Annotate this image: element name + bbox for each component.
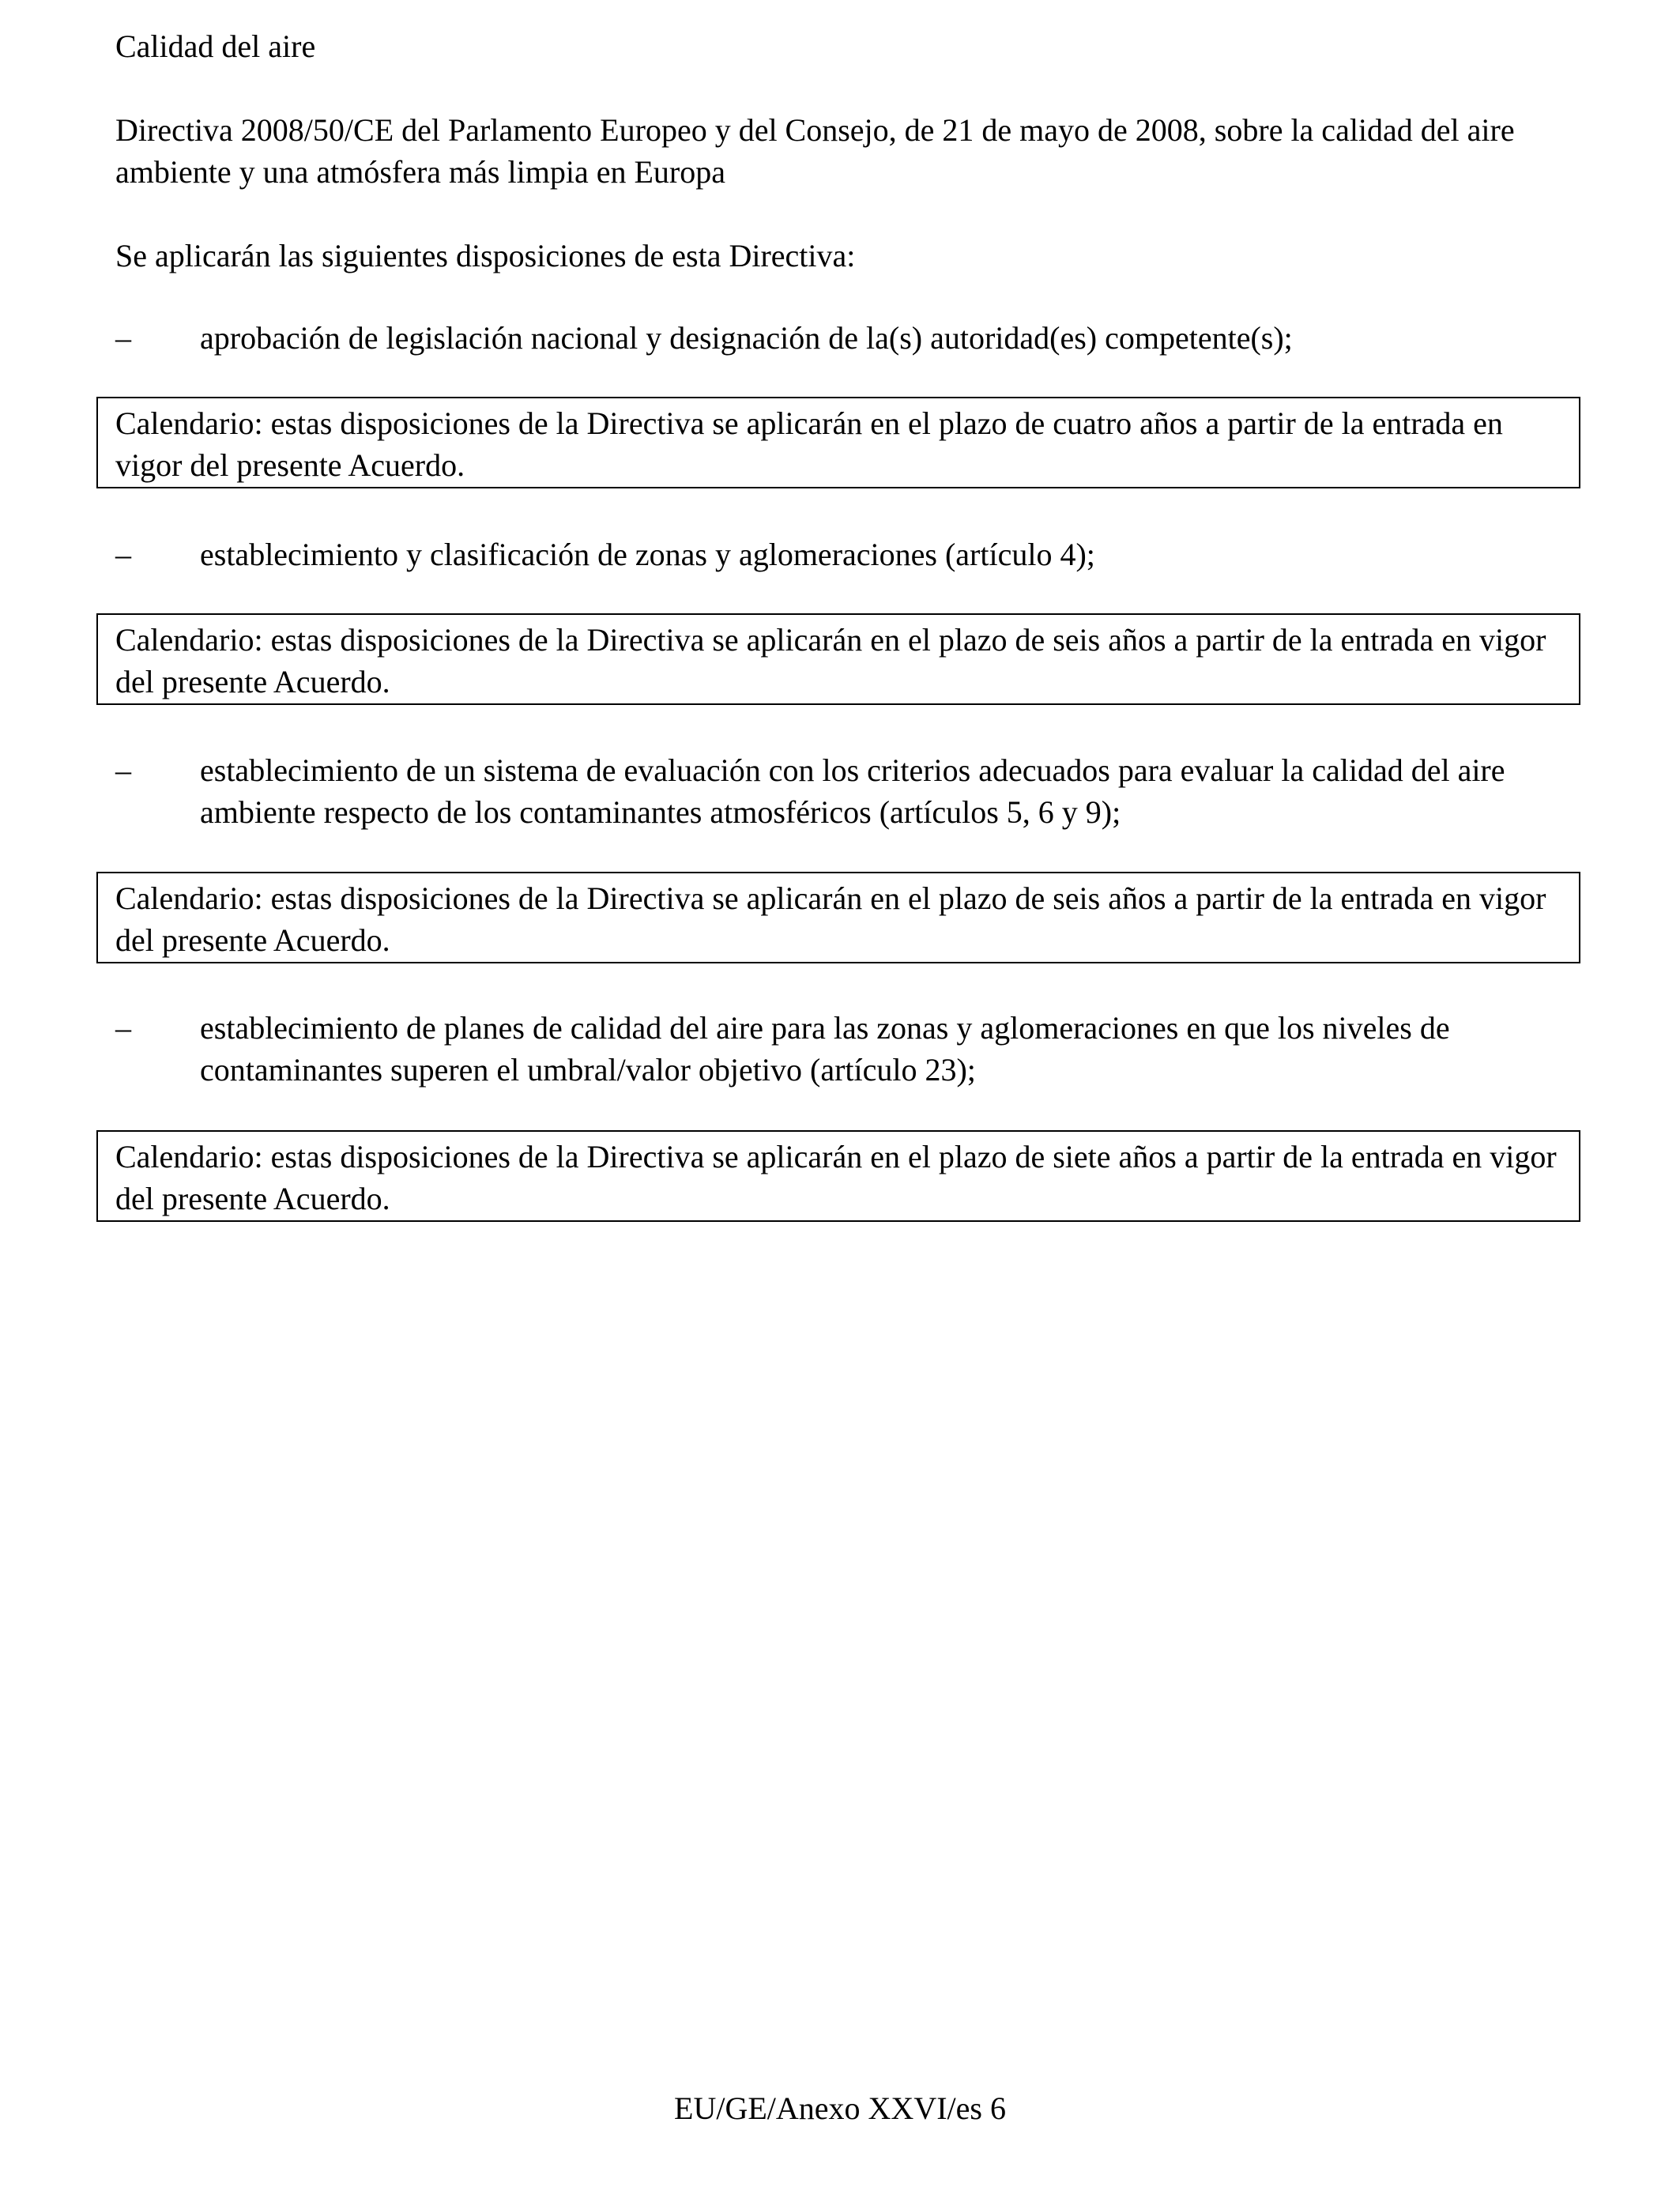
calendar-text: Calendario: estas disposiciones de la Directiva se aplicarán en el plazo de cuatro años a partir de la entrada en vigor del presente Acuerdo.	[115, 405, 1503, 483]
dash-bullet: –	[115, 537, 131, 572]
list-item-text: establecimiento y clasificación de zonas y aglomeraciones (artículo 4);	[200, 537, 1095, 572]
calendar-box	[96, 872, 1580, 963]
calendar-text: Calendario: estas disposiciones de la Directiva se aplicarán en el plazo de seis años a partir de la entrada en vigor del presente Acuerdo.	[115, 622, 1546, 699]
list-item-text: establecimiento de planes de calidad del aire para las zonas y aglomeraciones en que los niveles de contaminantes superen el umbral/valor objetivo (artículo 23);	[200, 1010, 1450, 1088]
dash-bullet: –	[115, 320, 131, 356]
directive-title: Directiva 2008/50/CE del Parlamento Europeo y del Consejo, de 21 de mayo de 2008, sobre la calidad del aire ambiente y una atmósfera más limpia en Europa	[115, 112, 1515, 190]
dash-bullet: –	[115, 1010, 131, 1046]
calendar-box	[96, 397, 1580, 488]
calendar-box	[96, 1130, 1580, 1222]
calendar-text: Calendario: estas disposiciones de la Directiva se aplicarán en el plazo de siete años a partir de la entrada en vigor del presente Acuerdo.	[115, 1139, 1557, 1216]
calendar-box	[96, 613, 1580, 705]
page-footer: EU/GE/Anexo XXVI/es 6	[674, 2090, 1006, 2126]
list-item-text: aprobación de legislación nacional y designación de la(s) autoridad(es) competente(s);	[200, 320, 1293, 356]
list-item-text: establecimiento de un sistema de evaluación con los criterios adecuados para evaluar la calidad del aire ambiente respecto de los contaminantes atmosféricos (artículos 5, 6 y 9);	[200, 752, 1505, 830]
calendar-text: Calendario: estas disposiciones de la Directiva se aplicarán en el plazo de seis años a partir de la entrada en vigor del presente Acuerdo.	[115, 880, 1546, 958]
dash-bullet: –	[115, 752, 131, 788]
intro-paragraph: Se aplicarán las siguientes disposiciones de esta Directiva:	[115, 238, 856, 273]
section-heading: Calidad del aire	[115, 28, 316, 64]
